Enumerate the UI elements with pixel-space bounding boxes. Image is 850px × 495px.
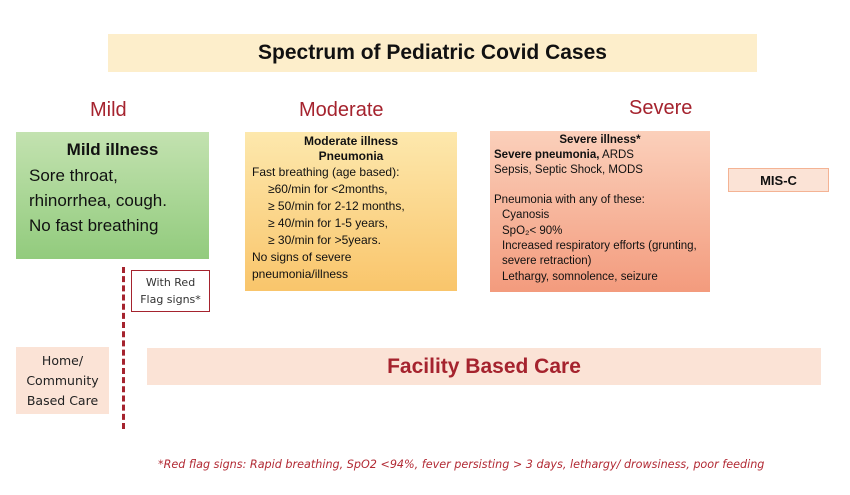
page-title: Spectrum of Pediatric Covid Cases [108, 34, 757, 72]
moderate-card-line: ≥ 30/min for >5years. [268, 233, 381, 247]
red-flag-footnote: *Red flag signs: Rapid breathing, SpO2 <94%, fever persisting > 3 days, lethargy/ drowsiness, poor feeding [158, 458, 765, 471]
severe-illness-card [490, 131, 710, 292]
level-label-severe: Severe [629, 97, 693, 119]
moderate-card-line: Fast breathing (age based): [252, 165, 400, 179]
moderate-card-line: No signs of severe [252, 250, 352, 264]
moderate-card-line: pneumonia/illness [252, 267, 349, 281]
moderate-card-subtitle: Pneumonia [318, 149, 384, 163]
home-care-line: Community [26, 373, 99, 388]
level-label-mild: Mild [90, 99, 127, 121]
home-community-care-box [16, 347, 109, 414]
moderate-card-title: Moderate illness [303, 134, 399, 148]
mild-card-line: No fast breathing [29, 216, 159, 235]
mild-card-line: rhinorrhea, cough. [29, 191, 167, 210]
moderate-illness-card [245, 132, 457, 291]
severe-pneumonia-label: Severe pneumonia, [494, 149, 600, 161]
mild-card-title: Mild illness [66, 140, 159, 159]
home-care-line: Based Care [26, 393, 99, 408]
red-flag-box [131, 270, 210, 312]
mild-card-line: Sore throat, [29, 166, 118, 185]
severe-card-sign: Cyanosis [502, 209, 550, 222]
severe-card-line: Sepsis, Septic Shock, MODS [494, 164, 643, 177]
red-flag-line: Flag signs* [140, 293, 201, 306]
severe-card-sign: Increased respiratory efforts (grunting, [502, 240, 697, 253]
moderate-card-line: ≥ 50/min for 2-12 months, [268, 199, 405, 213]
severe-card-sign: SpO₂< 90% [502, 224, 563, 237]
mis-c-box: MIS-C [728, 168, 829, 192]
dashed-divider [122, 267, 125, 429]
severe-card-sign: severe retraction) [502, 255, 592, 268]
home-care-line: Home/ [41, 353, 84, 368]
severe-pneumonia-rest: ARDS [599, 149, 634, 161]
red-flag-line: With Red [145, 276, 196, 289]
severe-pneumonia-line [494, 148, 710, 163]
severe-card-sign: Lethargy, somnolence, seizure [502, 270, 658, 283]
moderate-card-line: ≥ 40/min for 1-5 years, [268, 216, 388, 230]
mild-illness-card [16, 132, 209, 259]
severe-card-title: Severe illness* [559, 134, 641, 146]
level-label-moderate: Moderate [299, 99, 384, 121]
moderate-card-line: ≥60/min for <2months, [268, 182, 388, 196]
facility-based-care-banner: Facility Based Care [147, 348, 821, 385]
severe-card-line: Pneumonia with any of these: [494, 193, 645, 206]
